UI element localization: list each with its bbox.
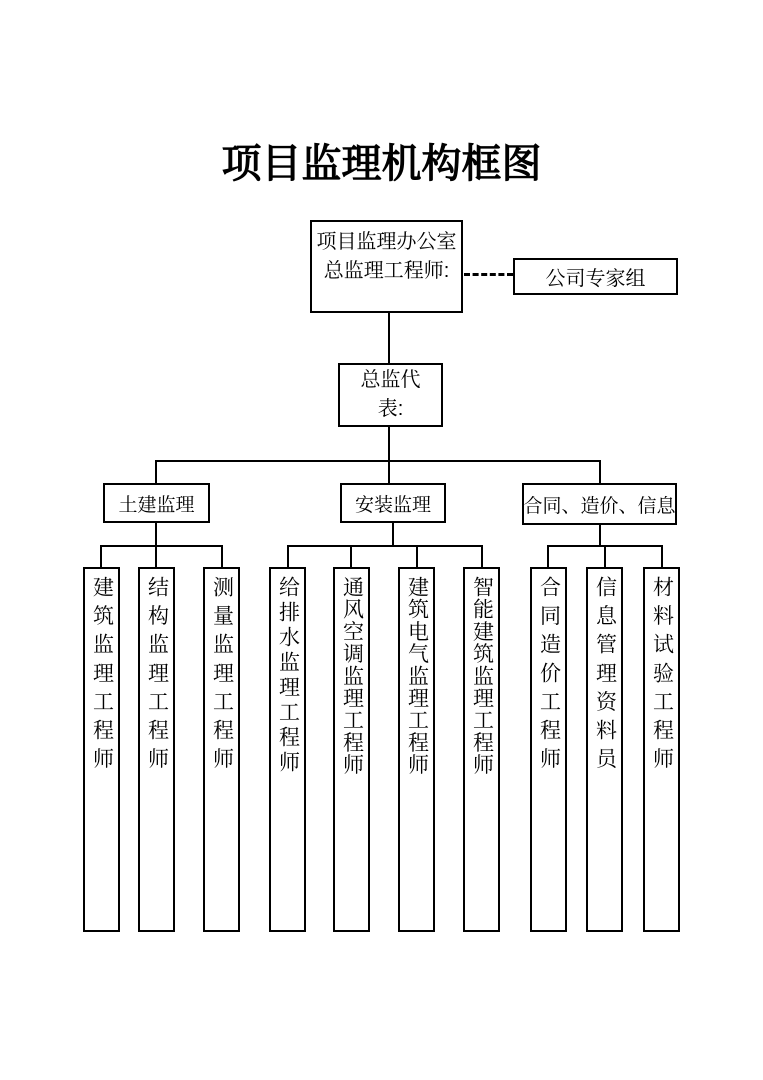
deputy-line2: 表: — [377, 398, 404, 420]
role-box-intelligent — [463, 567, 500, 932]
connector-drop-installation — [388, 460, 390, 483]
role-information-label: 信息管理资料员 — [593, 576, 617, 777]
connector-contract-stem — [599, 525, 601, 547]
role-box-information — [586, 567, 623, 932]
connector-civil-stem — [155, 523, 157, 547]
connector-installation-rail — [287, 545, 483, 547]
office-line1: 项目监理办公室 — [316, 231, 457, 253]
role-box-construction — [83, 567, 120, 932]
branch-box-installation — [340, 483, 446, 523]
office-box — [310, 220, 463, 313]
role-construction-label: 建筑监理工程师 — [90, 576, 114, 777]
connector-civil-drop-2 — [155, 545, 157, 567]
role-box-contract-cost — [530, 567, 567, 932]
deputy-chief-box — [338, 363, 443, 427]
connector-office-deputy — [388, 313, 390, 363]
connector-main-rail — [155, 460, 601, 462]
branch-box-contract — [522, 483, 677, 525]
connector-installation-drop-3 — [416, 545, 418, 567]
branch-contract-label: 合同、造价、信息 — [523, 495, 676, 517]
role-box-survey — [203, 567, 240, 932]
connector-drop-contract — [599, 460, 601, 483]
role-hvac-label: 通风空调监理工程师 — [340, 576, 364, 776]
connector-dashed-expert — [464, 273, 513, 276]
role-materials-label: 材料试验工程师 — [650, 576, 674, 777]
page-title: 项目监理机构框图 — [221, 142, 542, 186]
connector-civil-rail — [100, 545, 223, 547]
role-electrical-label: 建筑电气监理工程师 — [405, 576, 429, 776]
role-intelligent-label: 智能建筑监理工程师 — [470, 576, 494, 776]
connector-contract-drop-2 — [604, 545, 606, 567]
expert-group-box — [513, 258, 678, 295]
role-box-materials — [643, 567, 680, 932]
connector-deputy-rail — [388, 427, 390, 462]
connector-civil-drop-1 — [100, 545, 102, 567]
connector-installation-drop-2 — [350, 545, 352, 567]
connector-civil-drop-3 — [221, 545, 223, 567]
branch-civil-label: 土建监理 — [118, 494, 195, 516]
office-line2: 总监理工程师: — [323, 260, 450, 282]
expert-group-label: 公司专家组 — [545, 268, 646, 290]
connector-drop-civil — [155, 460, 157, 483]
branch-box-civil — [103, 483, 210, 523]
role-structure-label: 结构监理工程师 — [145, 576, 169, 777]
role-box-hvac — [333, 567, 370, 932]
role-contract-cost-label: 合同造价工程师 — [537, 576, 561, 777]
connector-installation-drop-1 — [287, 545, 289, 567]
role-survey-label: 测量监理工程师 — [210, 576, 234, 777]
role-plumbing-label: 给排水监理工程师 — [276, 576, 300, 776]
role-box-electrical — [398, 567, 435, 932]
connector-installation-drop-4 — [481, 545, 483, 567]
deputy-line1: 总监代 — [360, 369, 421, 391]
role-box-plumbing — [269, 567, 306, 932]
connector-contract-drop-3 — [661, 545, 663, 567]
connector-installation-stem — [392, 523, 394, 547]
connector-contract-drop-1 — [547, 545, 549, 567]
branch-installation-label: 安装监理 — [354, 494, 431, 516]
role-box-structure — [138, 567, 175, 932]
